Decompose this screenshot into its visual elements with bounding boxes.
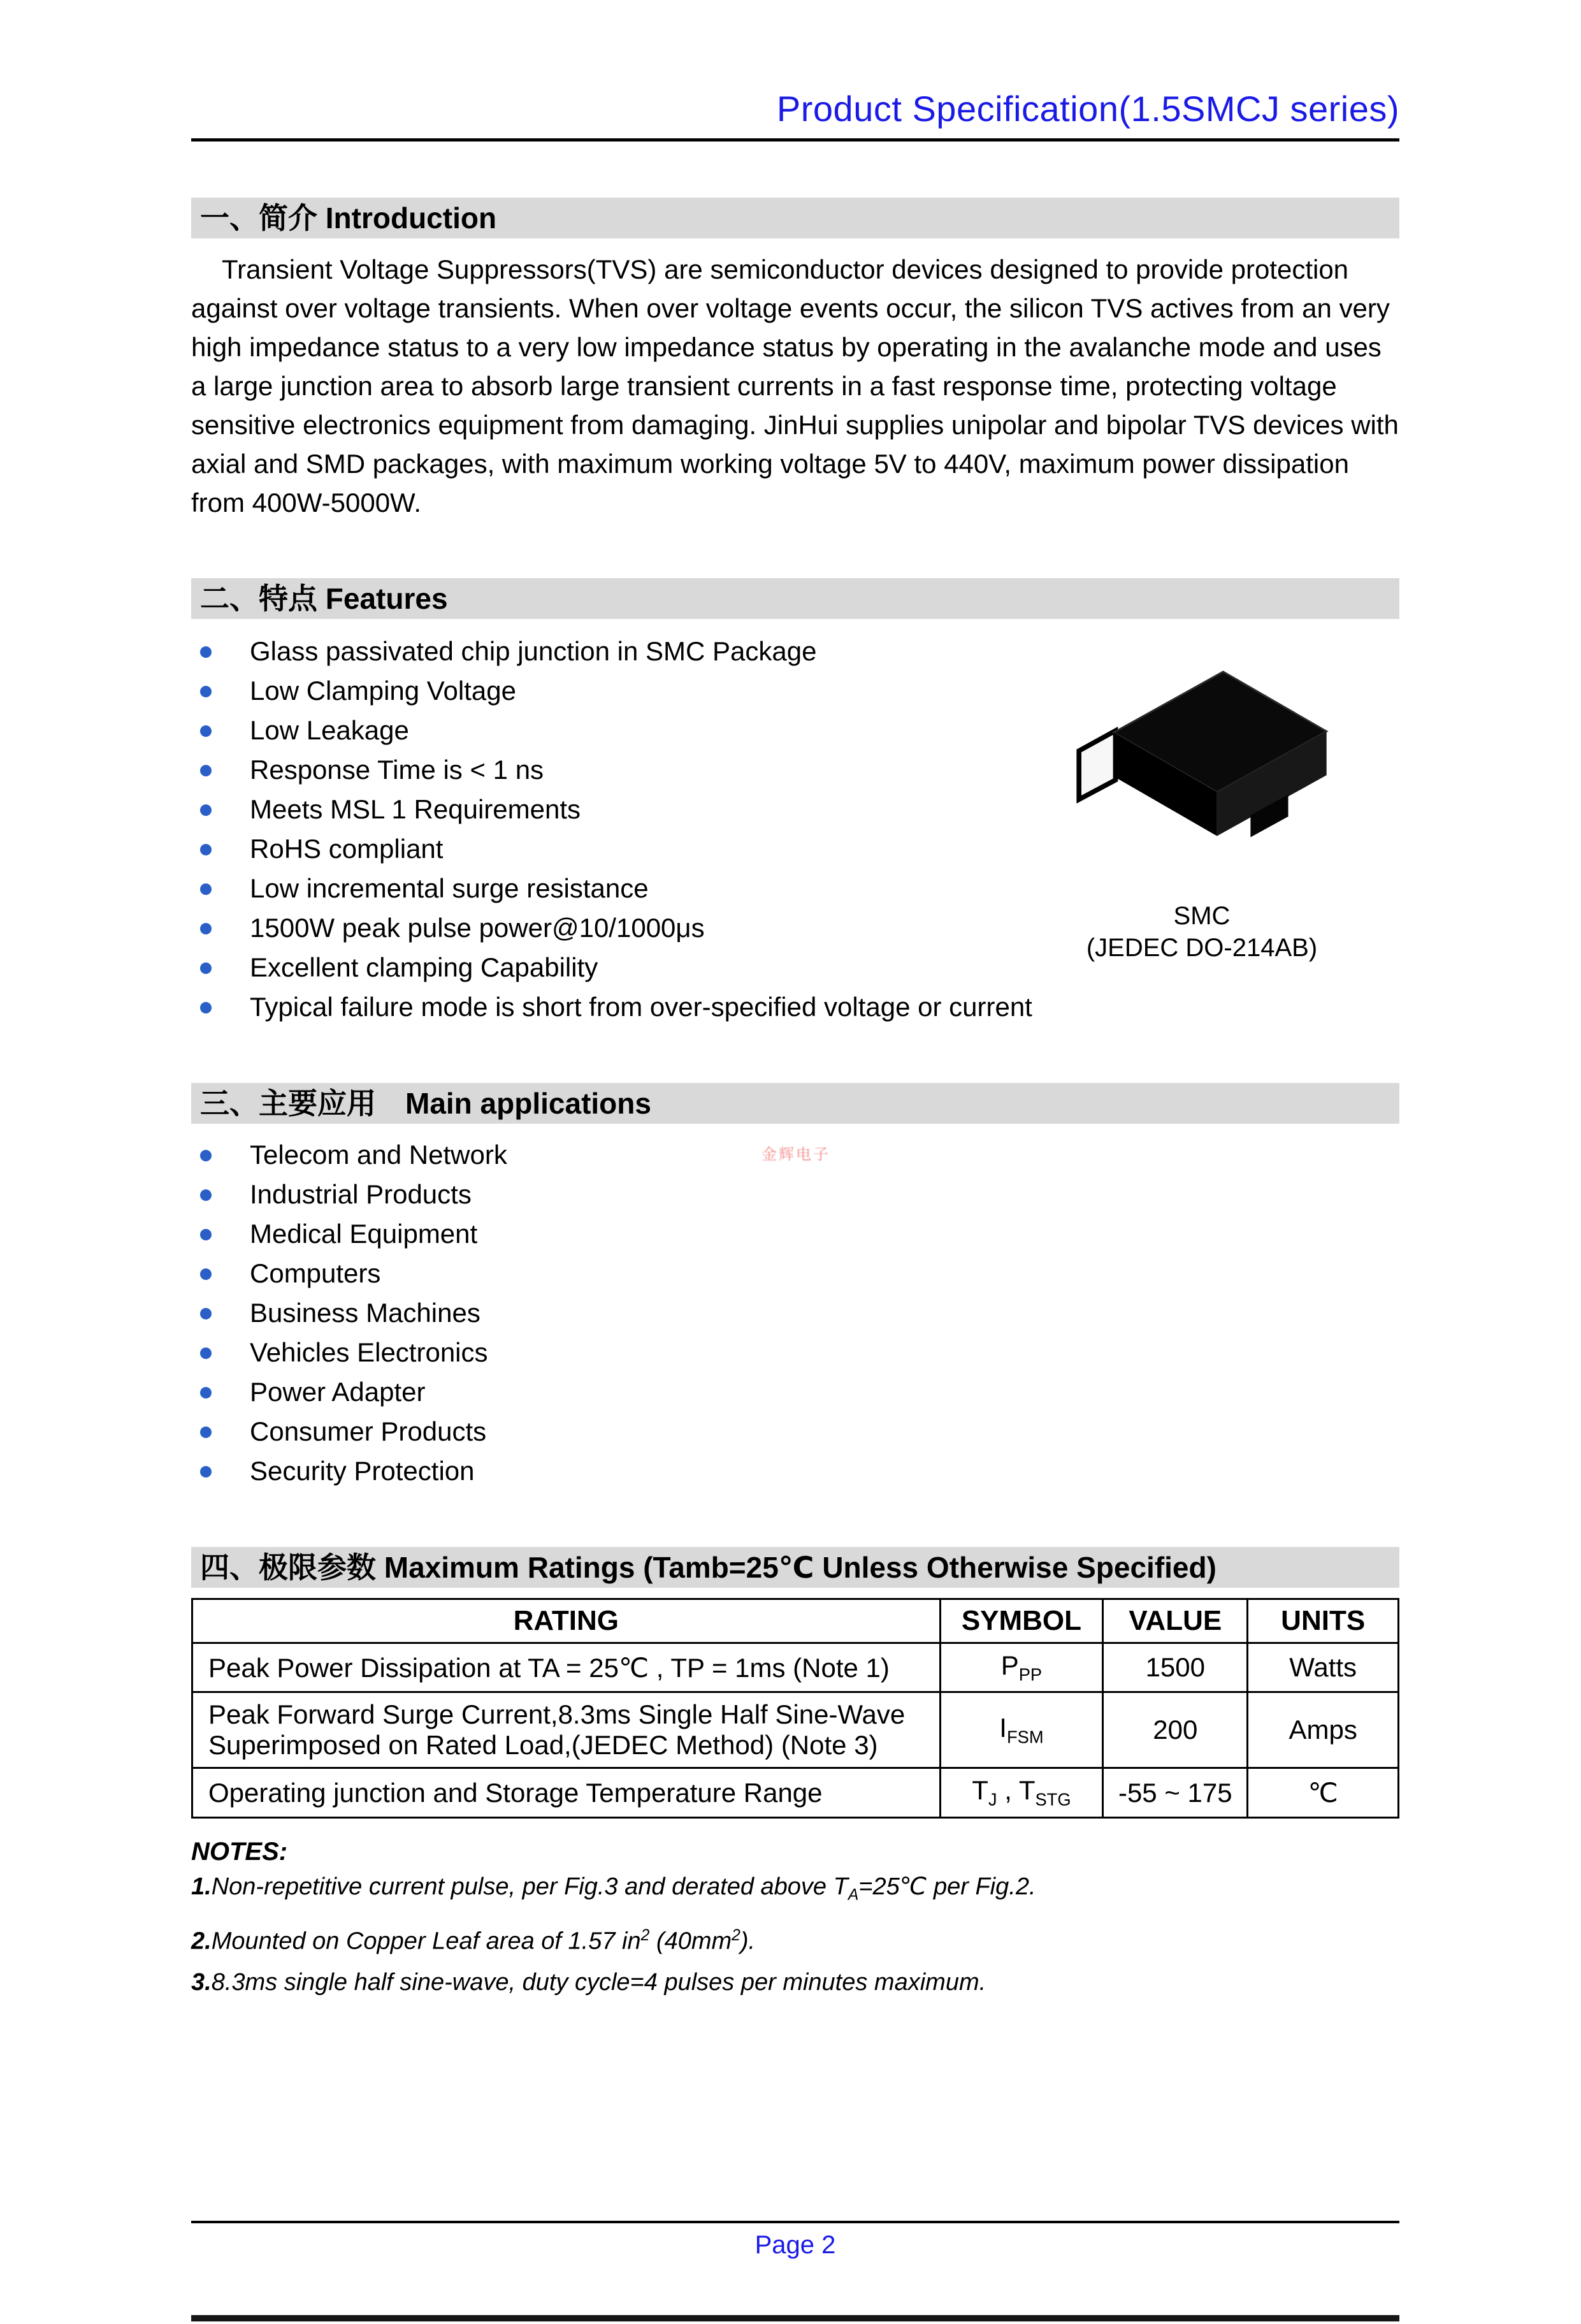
rating-cell: Peak Forward Surge Current,8.3ms Single Half Sine-Wave Superimposed on Rated Load,(JEDEC Method) (Note 3) <box>192 1692 941 1768</box>
bullet-icon <box>200 1466 212 1478</box>
list-item-label: RoHS compliant <box>250 834 444 864</box>
note-number: 1. <box>191 1873 212 1900</box>
column-header-value: VALUE <box>1103 1599 1248 1643</box>
list-item-label: Response Time is < 1 ns <box>250 755 544 785</box>
maximum-ratings-table <box>191 1598 1399 1819</box>
bullet-icon <box>200 844 212 855</box>
bullet-icon <box>200 725 212 737</box>
list-item <box>191 1254 1399 1293</box>
bullet-icon <box>200 1347 212 1359</box>
list-item-label: Computers <box>250 1258 381 1288</box>
list-item <box>191 1412 1399 1451</box>
bullet-icon <box>200 804 212 816</box>
note-line <box>191 1866 1399 1916</box>
page-content <box>0 88 1581 2003</box>
list-item <box>191 671 1049 711</box>
bullet-icon <box>200 1268 212 1280</box>
list-item-label: Telecom and Network <box>250 1140 507 1170</box>
list-item-label: Security Protection <box>250 1456 475 1486</box>
list-item <box>191 869 1049 908</box>
note-text: =25℃ per Fig.2. <box>858 1873 1036 1900</box>
note-text: Mounted on Copper Leaf area of 1.57 in <box>211 1928 641 1956</box>
bullet-icon <box>200 923 212 934</box>
list-item <box>191 908 1049 948</box>
table-row <box>192 1768 1399 1817</box>
bullet-icon <box>200 686 212 697</box>
list-item-label: Low Leakage <box>250 715 409 745</box>
symbol-subscript: STG <box>1035 1789 1071 1810</box>
features-list <box>191 632 1049 1027</box>
applications-section <box>191 1083 1399 1491</box>
list-item <box>191 1451 1399 1491</box>
table-header-row <box>192 1599 1399 1643</box>
package-subcaption: (JEDEC DO-214AB) <box>1086 934 1318 962</box>
list-item-label: Glass passivated chip junction in SMC Package <box>250 636 817 666</box>
list-item <box>191 987 1049 1027</box>
list-item <box>191 1293 1399 1333</box>
list-item-label: Low Clamping Voltage <box>250 676 516 706</box>
page-number: Page 2 <box>754 2231 836 2259</box>
note-line <box>191 1962 1399 2003</box>
note-number: 2. <box>191 1928 212 1956</box>
symbol-cell <box>940 1643 1103 1692</box>
bullet-icon <box>200 765 212 776</box>
list-item <box>191 1175 1399 1214</box>
note-text: ). <box>740 1928 756 1956</box>
bullet-icon <box>200 646 212 658</box>
package-lead-shape <box>1079 730 1115 799</box>
list-item <box>191 790 1049 829</box>
symbol-subscript: FSM <box>1006 1727 1044 1747</box>
watermark: 金辉电子 <box>762 1146 830 1163</box>
units-cell: Amps <box>1248 1692 1399 1768</box>
bottom-bar <box>191 2315 1399 2321</box>
list-item-label: Consumer Products <box>250 1416 487 1446</box>
bullet-icon <box>200 962 212 974</box>
symbol-main: P <box>1000 1650 1019 1680</box>
features-section <box>191 632 1399 1027</box>
list-item-label: Medical Equipment <box>250 1219 478 1249</box>
note-subscript: A <box>848 1886 859 1904</box>
note-superscript: 2 <box>732 1927 740 1945</box>
column-header-rating: RATING <box>192 1599 941 1643</box>
list-item <box>191 711 1049 750</box>
symbol-main: T <box>1018 1775 1036 1806</box>
section-heading-features: 二、特点 Features <box>191 578 1399 619</box>
smc-package-image <box>1068 655 1336 871</box>
bullet-icon <box>200 1229 212 1240</box>
symbol-subscript: PP <box>1018 1664 1043 1685</box>
section-heading-introduction: 一、简介 Introduction <box>191 198 1399 238</box>
introduction-paragraph: Transient Voltage Suppressors(TVS) are semiconductor devices designed to provide protection against over voltage transients. When over voltage events occur, the silicon TVS actives from an very high impedance status to a very low impedance status by operating in the avalanche mode and uses a large junction area to absorb large transient currents in a fast response time, protecting voltage sensitive electronics equipment from damaging. JinHui supplies unipolar and bipolar TVS devices with axial and SMD packages, with maximum working voltage 5V to 440V, maximum power dissipation from 400W-5000W. <box>191 254 1399 518</box>
note-text: 8.3ms single half sine-wave, duty cycle=4 pulses per minutes maximum. <box>211 1969 986 1996</box>
list-item-label: Power Adapter <box>250 1377 426 1407</box>
list-item-label: Vehicles Electronics <box>250 1337 488 1367</box>
list-item-label: Excellent clamping Capability <box>250 952 598 982</box>
list-item-label: Typical failure mode is short from over-specified voltage or current <box>250 992 1032 1022</box>
bullet-icon <box>200 1189 212 1201</box>
page-footer <box>191 2221 1399 2260</box>
notes-label: NOTES: <box>191 1837 288 1866</box>
value-cell: 1500 <box>1103 1643 1248 1692</box>
list-item <box>191 829 1049 869</box>
section-heading-applications: 三、主要应用 Main applications <box>191 1083 1399 1124</box>
symbol-separator: , <box>997 1775 1019 1806</box>
bullet-icon <box>200 1002 212 1013</box>
list-item <box>191 1333 1399 1372</box>
rating-cell: Peak Power Dissipation at TA = 25℃ , TP = 1ms (Note 1) <box>192 1643 941 1692</box>
header-divider <box>191 138 1399 142</box>
list-item-label: Meets MSL 1 Requirements <box>250 794 581 824</box>
note-superscript: 2 <box>640 1927 650 1945</box>
list-item <box>191 1214 1399 1254</box>
bullet-icon <box>200 1150 212 1161</box>
value-cell: 200 <box>1103 1692 1248 1768</box>
units-cell: Watts <box>1248 1643 1399 1692</box>
list-item <box>191 948 1049 987</box>
column-header-symbol: SYMBOL <box>940 1599 1103 1643</box>
note-text: (40mm <box>649 1928 732 1956</box>
list-item <box>191 632 1049 671</box>
list-item <box>191 750 1049 790</box>
symbol-main: T <box>972 1775 988 1806</box>
value-cell: -55 ~ 175 <box>1103 1768 1248 1817</box>
package-caption: SMC <box>1173 902 1231 930</box>
rating-cell: Operating junction and Storage Temperature Range <box>192 1768 941 1817</box>
note-number: 3. <box>191 1969 212 1996</box>
bullet-icon <box>200 1308 212 1319</box>
symbol-main: I <box>999 1713 1007 1743</box>
section-heading-maximum-ratings: 四、极限参数 Maximum Ratings (Tamb=25℃ Unless Otherwise Specified) <box>191 1547 1399 1588</box>
list-item-label: Low incremental surge resistance <box>250 873 649 903</box>
list-item <box>191 1372 1399 1412</box>
symbol-cell <box>940 1768 1103 1817</box>
list-item-label: Business Machines <box>250 1298 480 1328</box>
symbol-subscript: J <box>988 1789 997 1810</box>
bullet-icon <box>200 1427 212 1438</box>
units-cell: ℃ <box>1248 1768 1399 1817</box>
table-row <box>192 1643 1399 1692</box>
document-title: Product Specification(1.5SMCJ series) <box>776 89 1399 129</box>
list-item <box>191 1135 1399 1175</box>
package-figure <box>1049 655 1355 964</box>
list-item-label: Industrial Products <box>250 1179 472 1209</box>
column-header-units: UNITS <box>1248 1599 1399 1643</box>
table-row <box>192 1692 1399 1768</box>
applications-list <box>191 1135 1399 1491</box>
list-item-label: 1500W peak pulse power@10/1000μs <box>250 913 705 943</box>
note-line <box>191 1915 1399 1962</box>
bullet-icon <box>200 1387 212 1398</box>
symbol-cell <box>940 1692 1103 1768</box>
bullet-icon <box>200 883 212 895</box>
note-text: Non-repetitive current pulse, per Fig.3 and derated above T <box>211 1873 848 1900</box>
